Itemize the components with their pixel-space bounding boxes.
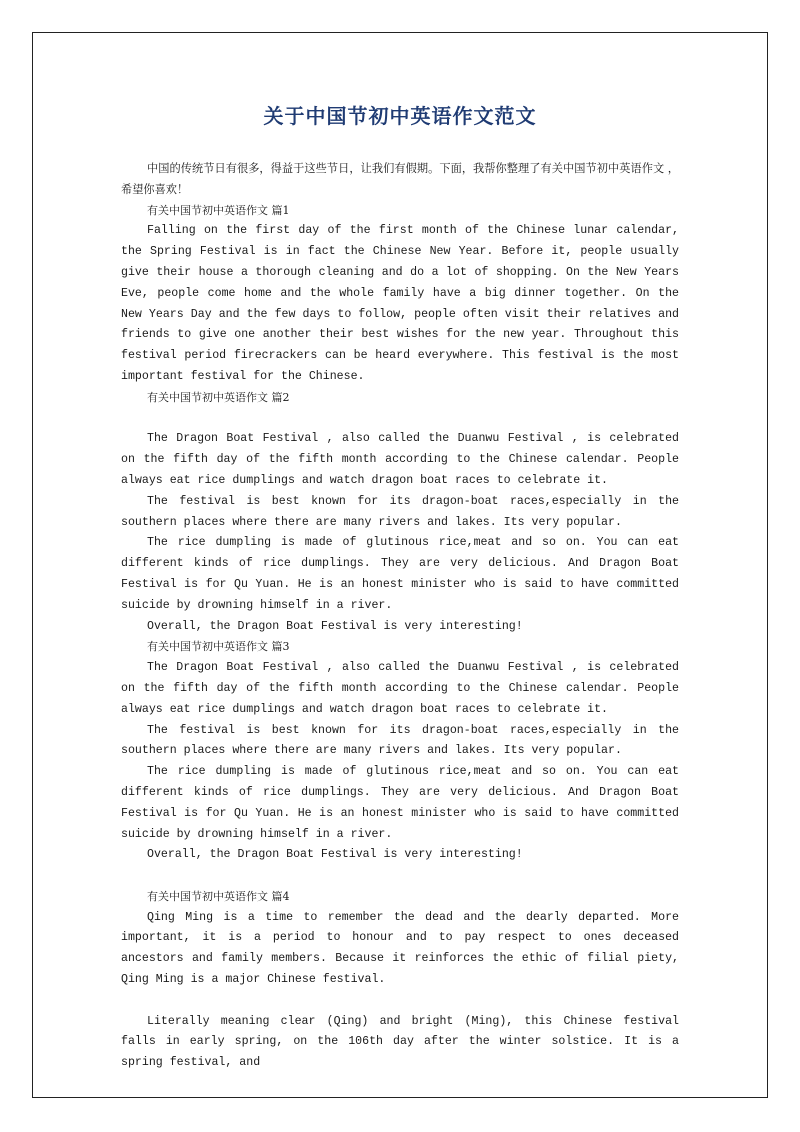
section-3-paragraph-1: The Dragon Boat Festival , also called the Duanwu Festival , is celebrated on the fifth day of the fifth month according to the Chinese calendar. People always eat rice dumplings and watch dragon boat races to celebrate it. — [121, 661, 679, 716]
section-2-paragraph-4: Overall, the Dragon Boat Festival is very interesting! — [147, 619, 523, 633]
section-heading-2: 有关中国节初中英语作文 篇2 — [147, 390, 290, 404]
document-title: 关于中国节初中英语作文范文 — [263, 104, 537, 128]
section-3-paragraph-4: Overall, the Dragon Boat Festival is very interesting! — [147, 848, 523, 862]
blank-line — [121, 409, 679, 430]
section-heading-4: 有关中国节初中英语作文 篇4 — [147, 889, 290, 903]
section-2-paragraph-1: The Dragon Boat Festival , also called the Duanwu Festival , is celebrated on the fifth day of the fifth month according to the Chinese calendar. People always eat rice dumplings and watch dragon boat races to celebrate it. — [121, 432, 679, 487]
section-1-paragraph-1: Falling on the first day of the first month of the Chinese lunar calendar, the Spring Festival is in fact the Chinese New Year. Before it, people usually give their house a thorough cleaning and do a lot of shopping. On the New Years Eve, people come home and the whole family have a big dinner together. On the New Years Day and the few days to follow, people often visit their relatives and friends to give one another their best wishes for the new year. Throughout this festival period firecrackers can be heard everywhere. This festival is the most important festival for the Chinese. — [121, 224, 679, 383]
section-2-paragraph-3: The rice dumpling is made of glutinous rice,meat and so on. You can eat different kinds of rice dumplings. They are very delicious. And Dragon Boat Festival is for Qu Yuan. He is an honest minister who is said to have committed suicide by drowning himself in a river. — [121, 536, 679, 612]
document-body — [121, 159, 679, 1074]
section-2-paragraph-2: The festival is best known for its dragon-boat races,especially in the southern places where there are many rivers and lakes. Its very popular. — [121, 494, 679, 529]
blank-line — [121, 991, 679, 1012]
section-heading-3: 有关中国节初中英语作文 篇3 — [147, 640, 290, 654]
section-4-paragraph-2: Literally meaning clear (Qing) and bright (Ming), this Chinese festival falls in early spring, on the 106th day after the winter solstice. It is a spring festival, and — [121, 1014, 679, 1070]
intro-paragraph: 中国的传统节日有很多，得益于这些节日，让我们有假期。下面，我帮你整理了有关中国节初中英语作文 ，希望你喜欢！ — [121, 162, 679, 196]
section-3-paragraph-2: The festival is best known for its dragon-boat races,especially in the southern places where there are many rivers and lakes. Its very popular. — [121, 723, 679, 758]
section-3-paragraph-3: The rice dumpling is made of glutinous rice,meat and so on. You can eat different kinds of rice dumplings. They are very delicious. And Dragon Boat Festival is for Qu Yuan. He is an honest minister who is said to have committed suicide by drowning himself in a river. — [121, 765, 679, 841]
blank-line — [121, 866, 679, 887]
section-heading-1: 有关中国节初中英语作文 篇1 — [147, 203, 290, 217]
section-4-paragraph-1: Qing Ming is a time to remember the dead and the dearly departed. More important, it is a period to honour and to pay respect to ones deceased ancestors and family members. Because it reinforces the ethic of filial piety, Qing Ming is a major Chinese festival. — [121, 910, 679, 987]
